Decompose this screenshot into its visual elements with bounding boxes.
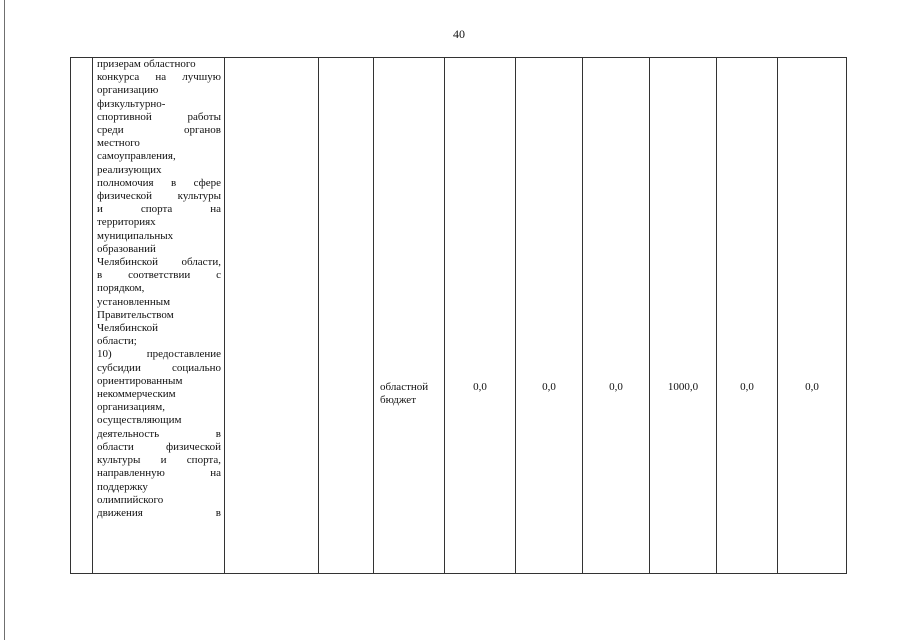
description-line-21: области; — [97, 335, 137, 348]
empty-cell-term — [319, 58, 374, 574]
value-2: 0,0 — [542, 381, 556, 393]
description-line-28: деятельность в — [97, 427, 221, 440]
description-line-22: 10) предоставление — [97, 348, 221, 361]
description-line-34: движения в — [97, 506, 221, 519]
description-line-4: спортивной работы — [97, 110, 221, 123]
value-1: 0,0 — [473, 381, 487, 393]
description-line-11: и спорта на — [97, 203, 221, 216]
description-line-17: порядком, — [97, 282, 145, 295]
description-line-12: территориях — [97, 216, 156, 229]
description-line-1: конкурса на лучшую — [97, 71, 221, 84]
description-cell — [93, 58, 225, 574]
value-cell-3 — [583, 58, 650, 574]
description-line-16: в соответствии с — [97, 269, 221, 282]
description-line-29: области физической — [97, 440, 221, 453]
description-line-10: физической культуры — [97, 190, 221, 203]
value-5: 0,0 — [740, 381, 754, 393]
value-cell-1 — [445, 58, 516, 574]
description-line-5: среди органов — [97, 124, 221, 137]
value-cell-4 — [650, 58, 717, 574]
description-line-2: организацию — [97, 84, 159, 97]
description-line-7: самоуправления, — [97, 150, 176, 163]
value-3: 0,0 — [609, 381, 623, 393]
description-line-32: поддержку — [97, 480, 148, 493]
description-line-27: осуществляющим — [97, 414, 182, 427]
scan-left-edge — [4, 0, 5, 640]
description-line-19: Правительством — [97, 308, 174, 321]
description-line-30: культуры и спорта, — [97, 454, 221, 467]
description-line-33: олимпийского — [97, 493, 164, 506]
value-cell-2 — [516, 58, 583, 574]
empty-cell-executor — [225, 58, 319, 574]
funding-source-value: областной бюджет — [380, 381, 429, 406]
description-line-24: ориентированным — [97, 374, 183, 387]
value-cell-5 — [717, 58, 778, 574]
description-line-14: образований — [97, 242, 156, 255]
description-line-13: муниципальных — [97, 229, 174, 242]
description-line-15: Челябинской области, — [97, 256, 221, 269]
description-line-18: установленным — [97, 295, 171, 308]
funding-source-cell — [374, 58, 445, 574]
description-line-25: некоммерческим — [97, 388, 176, 401]
value-cell-6 — [778, 58, 847, 574]
description-line-3: физкультурно- — [97, 97, 166, 110]
description-line-8: реализующих — [97, 163, 162, 176]
description-line-9: полномочия в сфере — [97, 176, 221, 189]
description-line-31: направленную на — [97, 467, 221, 480]
description-line-6: местного — [97, 137, 140, 150]
description-line-20: Челябинской — [97, 322, 159, 335]
description-line-23: субсидии социально — [97, 361, 221, 374]
description-line-0: призерам областного — [97, 58, 196, 70]
number-cell — [71, 58, 93, 574]
program-table — [70, 57, 847, 574]
page-number: 40 — [453, 27, 465, 41]
value-4: 1000,0 — [667, 381, 699, 393]
table-row — [71, 58, 847, 574]
description-line-26: организациям, — [97, 401, 165, 414]
value-6: 0,0 — [805, 381, 819, 393]
